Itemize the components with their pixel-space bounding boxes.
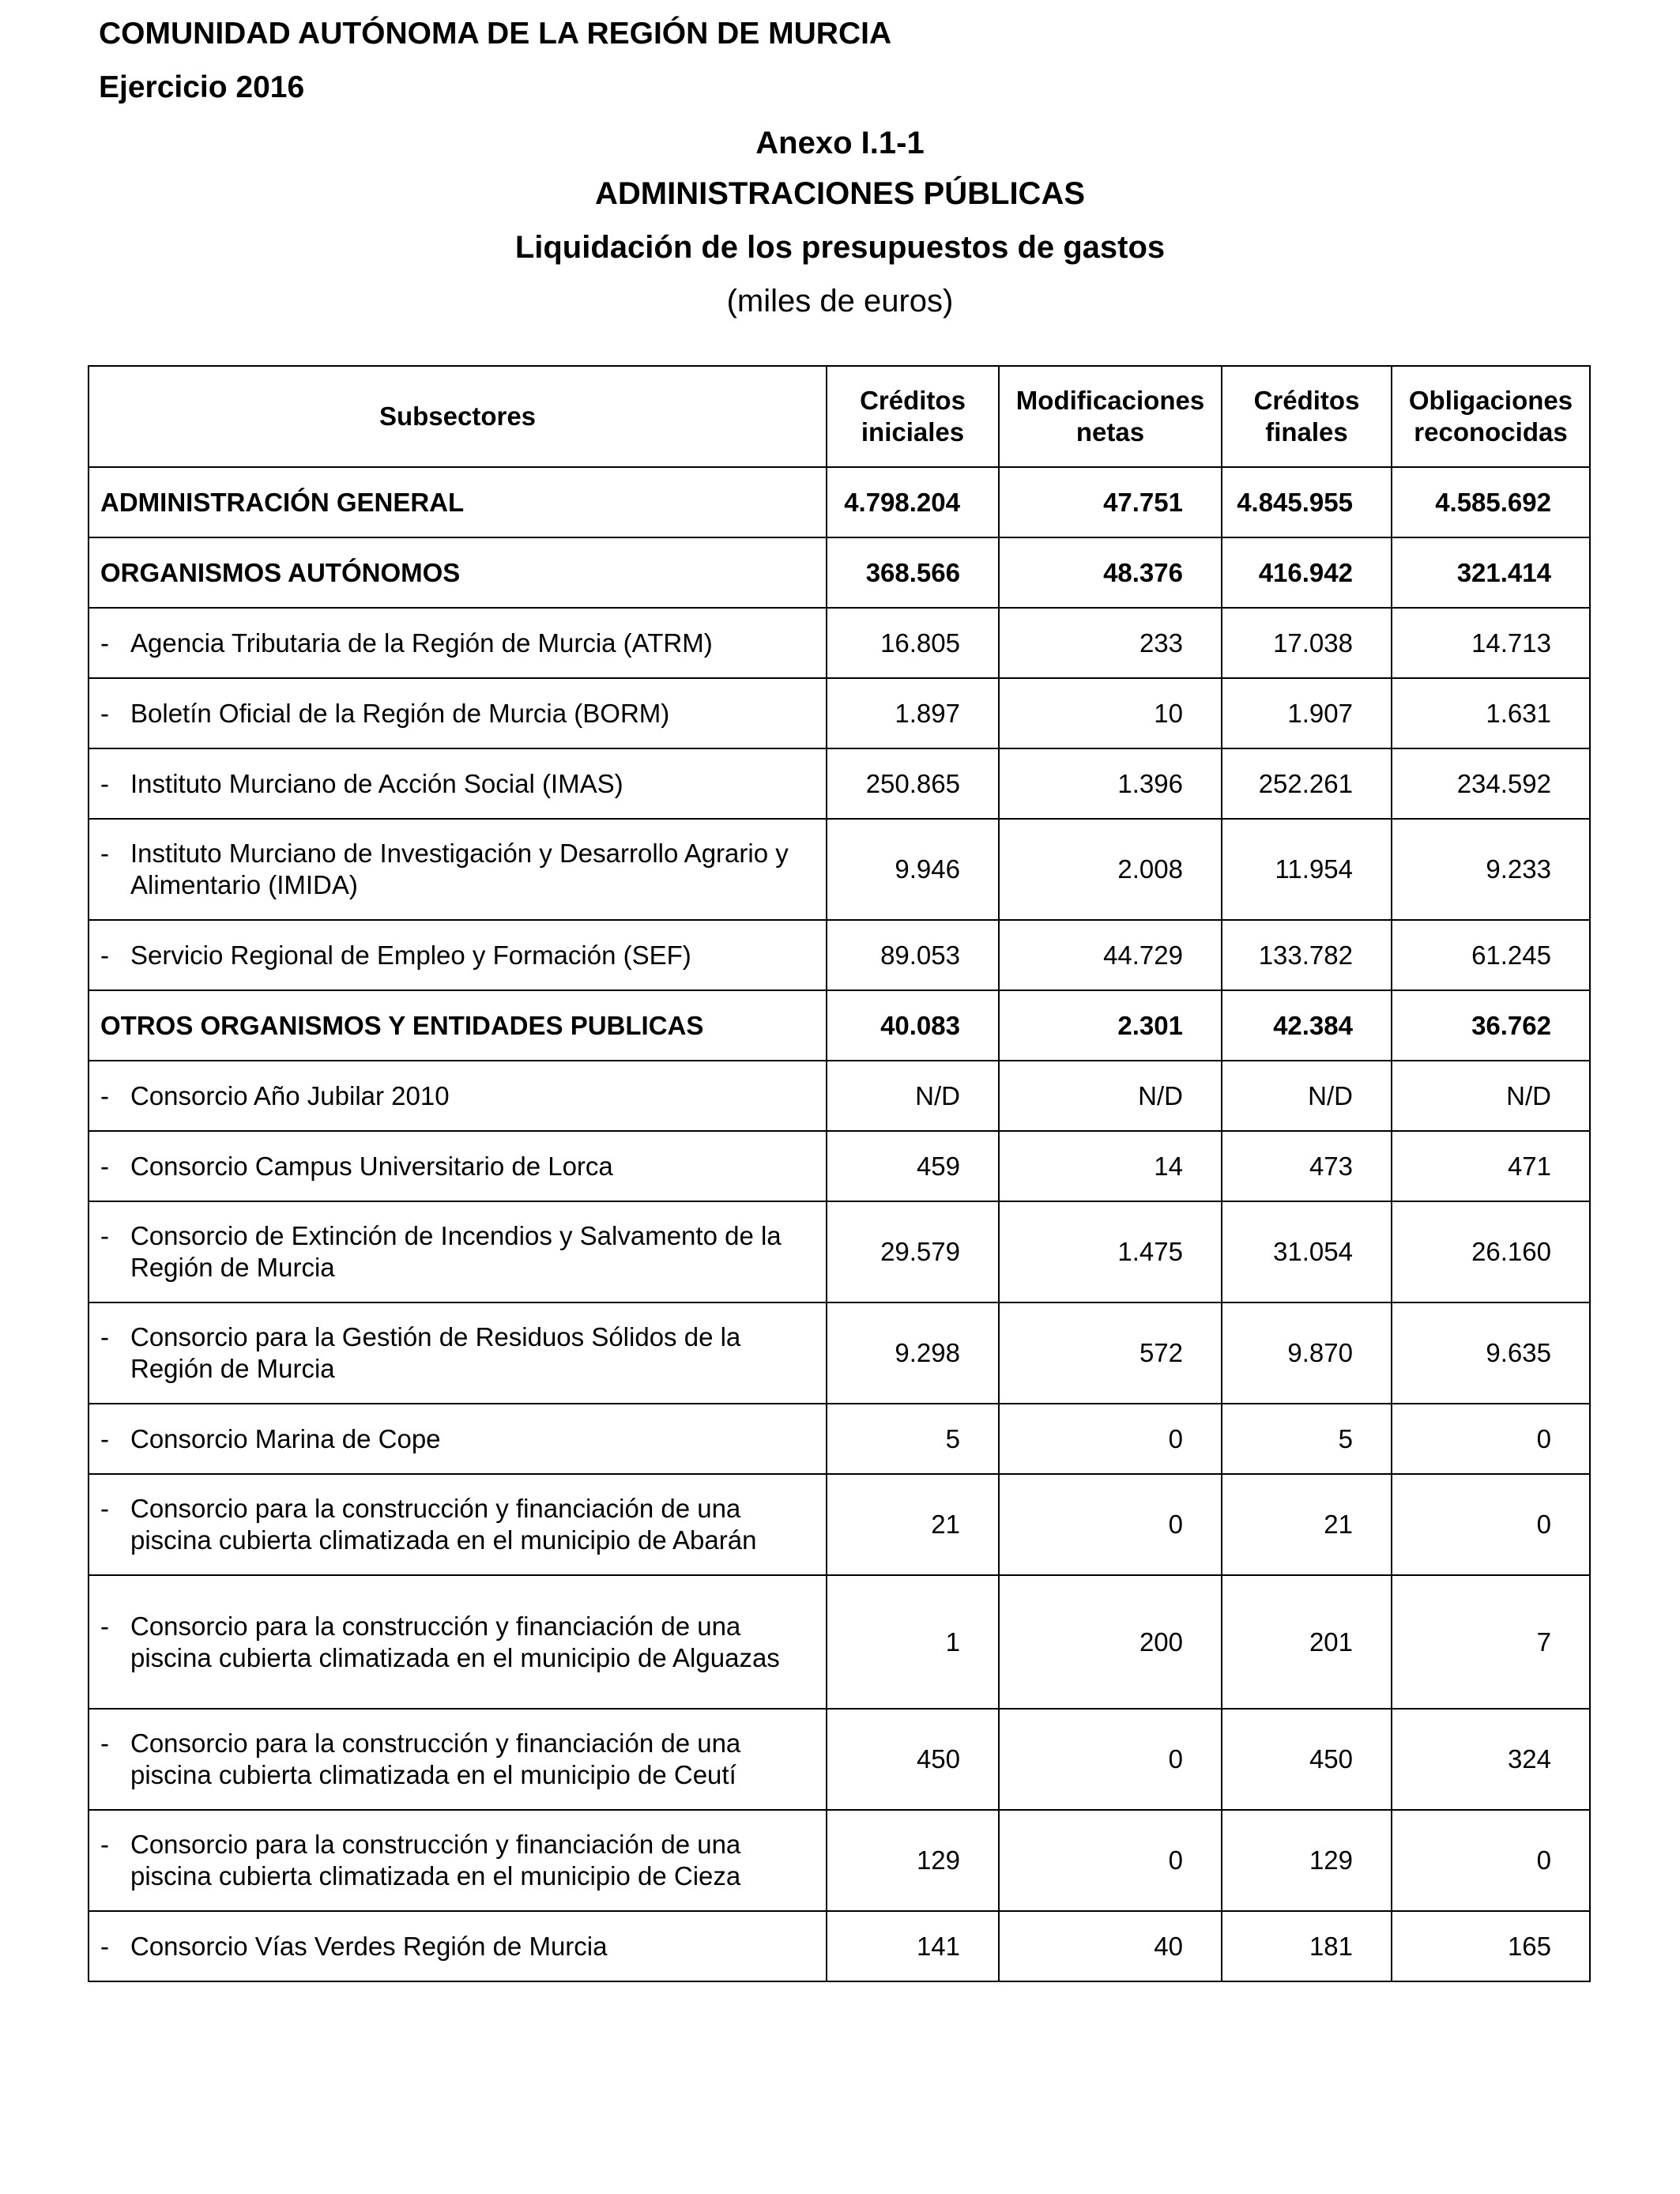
units-note: (miles de euros) (726, 284, 954, 319)
subsector-label: Consorcio para la construcción y financiación de una piscina cubierta climatizada en el municipio de Cieza (130, 1830, 741, 1891)
table-row (89, 1131, 1590, 1201)
table-row (89, 748, 1590, 819)
modificaciones-netas-cell: 40 (999, 1911, 1222, 1981)
obligaciones-reconocidas-cell: 321.414 (1392, 537, 1590, 608)
obligaciones-reconocidas-cell: 0 (1392, 1474, 1590, 1575)
subsector-label: Consorcio Campus Universitario de Lorca (130, 1151, 613, 1181)
modificaciones-netas-cell: N/D (999, 1061, 1222, 1131)
creditos-finales-cell: 1.907 (1222, 678, 1392, 748)
creditos-iniciales-cell: 40.083 (827, 990, 999, 1061)
subsector-name-cell (89, 1404, 827, 1474)
creditos-finales-cell: 181 (1222, 1911, 1392, 1981)
table-row (89, 1404, 1590, 1474)
table-row (89, 678, 1590, 748)
list-dash-marker: - (100, 839, 109, 868)
subsector-name-cell: ADMINISTRACIÓN GENERAL (89, 467, 827, 537)
list-dash-marker: - (100, 1151, 109, 1181)
creditos-finales-cell: 9.870 (1222, 1302, 1392, 1404)
obligaciones-reconocidas-cell: 14.713 (1392, 608, 1590, 678)
subsector-name-cell (89, 1201, 827, 1302)
subsector-name-cell (89, 1911, 827, 1981)
subsector-name-cell (89, 1709, 827, 1810)
subsector-name-cell (89, 1131, 827, 1201)
annex-title: Anexo I.1-1 (755, 126, 925, 160)
creditos-iniciales-cell: 141 (827, 1911, 999, 1981)
obligaciones-reconocidas-cell: 0 (1392, 1810, 1590, 1911)
column-header-subsectores: Subsectores (89, 366, 827, 467)
modificaciones-netas-cell: 0 (999, 1404, 1222, 1474)
document-year-heading: Ejercicio 2016 (99, 70, 305, 104)
subsector-label: Consorcio de Extinción de Incendios y Salvamento de la Región de Murcia (130, 1221, 782, 1282)
document-org-heading: COMUNIDAD AUTÓNOMA DE LA REGIÓN DE MURCIA (99, 17, 892, 51)
modificaciones-netas-cell: 0 (999, 1474, 1222, 1575)
creditos-iniciales-cell: 29.579 (827, 1201, 999, 1302)
subsector-name-cell (89, 1061, 827, 1131)
creditos-finales-cell: 416.942 (1222, 537, 1392, 608)
subsector-name-cell (89, 1810, 827, 1911)
obligaciones-reconocidas-cell: 9.233 (1392, 819, 1590, 920)
obligaciones-reconocidas-cell: 7 (1392, 1575, 1590, 1709)
creditos-iniciales-cell: 4.798.204 (827, 467, 999, 537)
subsector-name-cell (89, 608, 827, 678)
subsector-label: Servicio Regional de Empleo y Formación (SEF) (130, 940, 691, 970)
table-subtitle: Liquidación de los presupuestos de gastos (514, 230, 1166, 265)
list-dash-marker: - (100, 1611, 109, 1641)
creditos-finales-cell: 473 (1222, 1131, 1392, 1201)
creditos-finales-cell: 133.782 (1222, 920, 1392, 990)
obligaciones-reconocidas-cell: 36.762 (1392, 990, 1590, 1061)
creditos-iniciales-cell: 9.946 (827, 819, 999, 920)
list-dash-marker: - (100, 1830, 109, 1859)
creditos-iniciales-cell: 368.566 (827, 537, 999, 608)
table-row (89, 1575, 1590, 1709)
table-row (89, 1709, 1590, 1810)
subsector-label: Agencia Tributaria de la Región de Murcia (ATRM) (130, 628, 713, 658)
table-group-row (89, 537, 1590, 608)
creditos-iniciales-cell: N/D (827, 1061, 999, 1131)
obligaciones-reconocidas-cell: 1.631 (1392, 678, 1590, 748)
subsector-label: Consorcio Marina de Cope (130, 1423, 441, 1453)
table-row (89, 819, 1590, 920)
obligaciones-reconocidas-cell: N/D (1392, 1061, 1590, 1131)
creditos-finales-cell: 4.845.955 (1222, 467, 1392, 537)
creditos-finales-cell: 21 (1222, 1474, 1392, 1575)
list-dash-marker: - (100, 940, 109, 970)
creditos-finales-cell: 5 (1222, 1404, 1392, 1474)
modificaciones-netas-cell: 48.376 (999, 537, 1222, 608)
modificaciones-netas-cell: 233 (999, 608, 1222, 678)
subsector-name-cell (89, 819, 827, 920)
subsector-name-cell (89, 1575, 827, 1709)
subsector-name-cell (89, 920, 827, 990)
subsector-label: Instituto Murciano de Investigación y Desarrollo Agrario y Alimentario (IMIDA) (130, 839, 789, 899)
list-dash-marker: - (100, 1423, 109, 1453)
list-dash-marker: - (100, 1931, 109, 1961)
list-dash-marker: - (100, 1494, 109, 1523)
obligaciones-reconocidas-cell: 9.635 (1392, 1302, 1590, 1404)
creditos-finales-cell: 31.054 (1222, 1201, 1392, 1302)
table-header-row (89, 366, 1590, 467)
obligaciones-reconocidas-cell: 471 (1392, 1131, 1590, 1201)
obligaciones-reconocidas-cell: 4.585.692 (1392, 467, 1590, 537)
table-row (89, 608, 1590, 678)
column-header-creditos-finales: Créditos finales (1222, 366, 1392, 467)
table-row (89, 920, 1590, 990)
modificaciones-netas-cell: 572 (999, 1302, 1222, 1404)
modificaciones-netas-cell: 2.008 (999, 819, 1222, 920)
subsector-label: Consorcio para la construcción y financiación de una piscina cubierta climatizada en el municipio de Alguazas (130, 1611, 780, 1672)
creditos-iniciales-cell: 450 (827, 1709, 999, 1810)
modificaciones-netas-cell: 1.475 (999, 1201, 1222, 1302)
obligaciones-reconocidas-cell: 324 (1392, 1709, 1590, 1810)
list-dash-marker: - (100, 1080, 109, 1110)
table-row (89, 1061, 1590, 1131)
creditos-finales-cell: 42.384 (1222, 990, 1392, 1061)
table-row (89, 1302, 1590, 1404)
creditos-iniciales-cell: 459 (827, 1131, 999, 1201)
subsector-name-cell: ORGANISMOS AUTÓNOMOS (89, 537, 827, 608)
list-dash-marker: - (100, 1322, 109, 1351)
modificaciones-netas-cell: 44.729 (999, 920, 1222, 990)
subsector-label: Consorcio para la construcción y financiación de una piscina cubierta climatizada en el municipio de Abarán (130, 1494, 757, 1555)
modificaciones-netas-cell: 10 (999, 678, 1222, 748)
modificaciones-netas-cell: 47.751 (999, 467, 1222, 537)
creditos-iniciales-cell: 89.053 (827, 920, 999, 990)
creditos-finales-cell: 17.038 (1222, 608, 1392, 678)
obligaciones-reconocidas-cell: 61.245 (1392, 920, 1590, 990)
modificaciones-netas-cell: 0 (999, 1810, 1222, 1911)
budget-table (88, 365, 1591, 1982)
subsector-name-cell (89, 1302, 827, 1404)
section-title: ADMINISTRACIONES PÚBLICAS (594, 176, 1086, 211)
list-dash-marker: - (100, 628, 109, 658)
creditos-iniciales-cell: 16.805 (827, 608, 999, 678)
creditos-iniciales-cell: 1.897 (827, 678, 999, 748)
creditos-iniciales-cell: 129 (827, 1810, 999, 1911)
subsector-name-cell (89, 748, 827, 819)
subsector-label: Consorcio para la construcción y financiación de una piscina cubierta climatizada en el municipio de Ceutí (130, 1728, 741, 1789)
creditos-iniciales-cell: 250.865 (827, 748, 999, 819)
subsector-name-cell (89, 1474, 827, 1575)
modificaciones-netas-cell: 0 (999, 1709, 1222, 1810)
obligaciones-reconocidas-cell: 165 (1392, 1911, 1590, 1981)
creditos-iniciales-cell: 1 (827, 1575, 999, 1709)
subsector-label: Consorcio Vías Verdes Región de Murcia (130, 1931, 608, 1961)
modificaciones-netas-cell: 2.301 (999, 990, 1222, 1061)
list-dash-marker: - (100, 768, 109, 798)
modificaciones-netas-cell: 14 (999, 1131, 1222, 1201)
list-dash-marker: - (100, 1728, 109, 1758)
creditos-finales-cell: 201 (1222, 1575, 1392, 1709)
table-row (89, 1201, 1590, 1302)
creditos-iniciales-cell: 21 (827, 1474, 999, 1575)
subsector-label: Consorcio Año Jubilar 2010 (130, 1080, 450, 1110)
table-row (89, 1911, 1590, 1981)
table-group-row (89, 990, 1590, 1061)
modificaciones-netas-cell: 200 (999, 1575, 1222, 1709)
subsector-name-cell (89, 678, 827, 748)
modificaciones-netas-cell: 1.396 (999, 748, 1222, 819)
obligaciones-reconocidas-cell: 26.160 (1392, 1201, 1590, 1302)
creditos-finales-cell: 129 (1222, 1810, 1392, 1911)
list-dash-marker: - (100, 1221, 109, 1250)
subsector-label: Boletín Oficial de la Región de Murcia (BORM) (130, 698, 670, 728)
obligaciones-reconocidas-cell: 234.592 (1392, 748, 1590, 819)
list-dash-marker: - (100, 698, 109, 728)
creditos-iniciales-cell: 9.298 (827, 1302, 999, 1404)
column-header-obligaciones-reconocidas: Obligaciones reconocidas (1392, 366, 1590, 467)
obligaciones-reconocidas-cell: 0 (1392, 1404, 1590, 1474)
table-row (89, 1474, 1590, 1575)
creditos-iniciales-cell: 5 (827, 1404, 999, 1474)
column-header-creditos-iniciales: Créditos iniciales (827, 366, 999, 467)
subsector-name-cell: OTROS ORGANISMOS Y ENTIDADES PUBLICAS (89, 990, 827, 1061)
creditos-finales-cell: 252.261 (1222, 748, 1392, 819)
table-group-row (89, 467, 1590, 537)
column-header-modificaciones-netas: Modificaciones netas (999, 366, 1222, 467)
creditos-finales-cell: 11.954 (1222, 819, 1392, 920)
subsector-label: Consorcio para la Gestión de Residuos Sólidos de la Región de Murcia (130, 1322, 741, 1383)
creditos-finales-cell: 450 (1222, 1709, 1392, 1810)
table-row (89, 1810, 1590, 1911)
subsector-label: Instituto Murciano de Acción Social (IMAS) (130, 768, 623, 798)
creditos-finales-cell: N/D (1222, 1061, 1392, 1131)
